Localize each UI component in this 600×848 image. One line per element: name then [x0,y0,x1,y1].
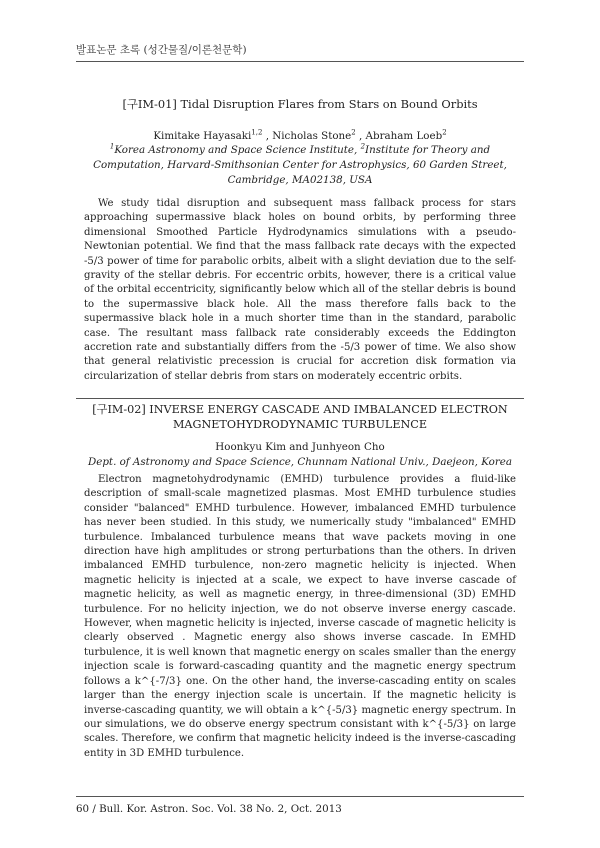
author-sup: 2 [351,128,356,137]
paper1-affiliation [80,143,520,188]
author-sup: 2 [442,128,447,137]
paper2-affiliation: Dept. of Astronomy and Space Science, Chunnam National Univ., Daejeon, Korea [87,456,512,468]
affiliation-sup: 2 [360,142,366,151]
paper2-abstract: Electron magnetohydrodynamic (EMHD) turbulence provides a fluid-like description of small-scale magnetized plasmas. Most EMHD turbulence studies consider "balanced" EMHD turbulence. However, imbalanced EMHD turbulence has never been studied. In this study, we numerically study "imbalanced" EMHD turbulence. Imbalanced turbulence means that wave packets moving in one direction have high amplitudes or strong perturbations than the others. In driven imbalanced EMHD turbulence, non-zero magnetic helicity is injected. When magnetic helicity is injected at a scale, we expect to have inverse cascade of magnetic helicity, as well as magnetic energy, in three-dimensional (3D) EMHD turbulence. For no helicity injection, we do not observe inverse energy cascade. However, when magnetic helicity is injected, inverse cascade of magnetic helicity is clearly observed . Magnetic energy also shows inverse cascade. In EMHD turbulence, it is well known that magnetic energy on scales smaller than the energy injection scale is forward-cascading quantity and the magnetic energy spectrum follows a k^{-7/3} one. On the other hand, the inverse-cascading entity on scales larger than the energy injection scale is uncertain. If the magnetic helicity is inverse-cascading quantity, we will obtain a k^{-5/3} magnetic energy spectrum. In our simulations, we do observe energy spectrum consistant with k^{-5/3} on large scales. Therefore, we confirm that magnetic helicity indeed is the inverse-cascading entity in 3D EMHD turbulence. [84,474,516,759]
affiliation-sup: 1 [109,142,115,151]
paper1-title: [구IM-01] Tidal Disruption Flares from Stars on Bound Orbits [122,97,478,111]
author-sup: 1,2 [251,128,263,137]
paper2-title: [구IM-02] INVERSE ENERGY CASCADE AND IMBALANCED ELECTRON MAGNETOHYDRODYNAMIC TURBULENCE [92,403,508,431]
paper1-authors [70,129,530,144]
page-footer: 60 / Bull. Kor. Astron. Soc. Vol. 38 No. 2, Oct. 2013 [76,796,524,815]
section-divider [76,398,524,399]
running-header: 발표논문 초록 (성간물질/이론천문학) [76,42,524,62]
author-name: , Abraham Loeb [355,130,443,142]
author-name: , Nicholas Stone [262,130,352,142]
paper2-authors: Hoonkyu Kim and Junhyeon Cho [215,441,385,453]
paper1-abstract: We study tidal disruption and subsequent mass fallback process for stars approaching supermassive black holes on bound orbits, by performing three dimensional Smoothed Particle Hydrodynamics simulations with a pseudo-Newtonian potential. We find that the mass fallback rate decays with the expected -5/3 power of time for parabolic orbits, albeit with a slight deviation due to the self-gravity of the stellar debris. For eccentric orbits, however, there is a critical value of the orbital eccentricity, significantly below which all of the stellar debris is bound to the supermassive black hole. All the mass therefore falls back to the supermassive black hole in a much shorter time than in the standard, parabolic case. The resultant mass fallback rate considerably exceeds the Eddington accretion rate and substantially differs from the -5/3 power of time. We also show that general relativistic precession is crucial for accretion disk formation via circularization of stellar debris from stars on moderately eccentric orbits. [84,198,516,382]
affiliation-text: Institute for Theory and Computation, Harvard-Smithsonian Center for Astrophysics, 60 Garden Street, Cambridge, MA02138, USA [93,144,507,186]
author-name: Kimitake Hayasaki [153,130,252,142]
affiliation-text: Korea Astronomy and Space Science Institute, [114,144,361,156]
